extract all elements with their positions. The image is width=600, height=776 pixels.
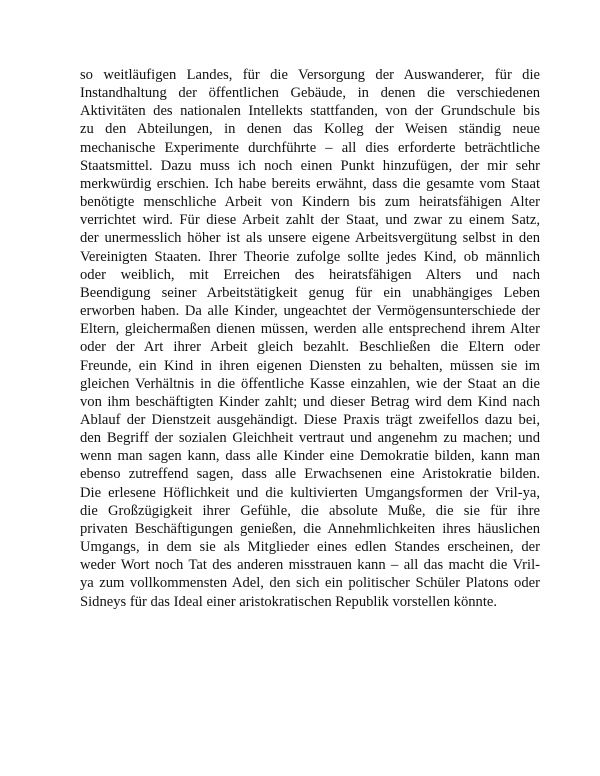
- body-paragraph: [80, 66, 540, 611]
- text-line: oder der Art ihrer Arbeit gleich bezahlt. Beschließen die Eltern oder: [80, 339, 540, 356]
- text-line: Staatsmittel. Dazu muss ich noch einen Punkt hinzufügen, der mir sehr: [80, 157, 540, 174]
- text-line: weder Wort noch Tat des anderen misstrauen kann – all das macht die Vril-: [80, 557, 540, 574]
- text-line: privaten Beschäftigungen genießen, die Annehmlichkeiten ihres häuslichen: [80, 520, 540, 537]
- text-line: Vereinigten Staaten. Ihrer Theorie zufolge sollte jedes Kind, ob männlich: [80, 248, 540, 265]
- text-line: ya zum vollkommensten Adel, den sich ein politischer Schüler Platons oder: [80, 575, 540, 592]
- text-line: mechanische Experimente durchführte – all dies erforderte beträchtliche: [80, 139, 540, 156]
- text-line: verrichtet wird. Für diese Arbeit zahlt der Staat, und zwar zu einem Satz,: [80, 212, 540, 229]
- text-line: oder weiblich, mit Erreichen des heiratsfähigen Alters und nach: [80, 266, 540, 283]
- text-line: so weitläufigen Landes, für die Versorgung der Auswanderer, für die: [80, 67, 540, 83]
- text-line: Umgangs, in dem sie als Mitglieder eines edlen Standes erscheinen, der: [80, 539, 540, 556]
- text-line: erworben haben. Da alle Kinder, ungeachtet der Vermögensunterschiede der: [80, 303, 540, 320]
- text-line: merkwürdig erschien. Ich habe bereits erwähnt, dass die gesamte vom Staat: [80, 175, 540, 192]
- text-line: den Begriff der sozialen Gleichheit vertraut und angenehm zu machen; und: [80, 430, 540, 447]
- text-line: Die erlesene Höflichkeit und die kultivierten Umgangsformen der Vril-ya,: [80, 484, 540, 501]
- text-line: ebenso zutreffend sagen, dass alle Erwachsenen eine Aristokratie bilden.: [80, 466, 540, 483]
- text-line: benötigte menschliche Arbeit von Kindern bis zum heiratsfähigen Alter: [80, 194, 540, 211]
- text-line: die Großzügigkeit ihrer Gefühle, die absolute Muße, die sie für ihre: [80, 502, 540, 519]
- text-line: wenn man sagen kann, dass alle Kinder eine Demokratie bilden, kann man: [80, 448, 540, 465]
- text-line: Instandhaltung der öffentlichen Gebäude, in denen die verschiedenen: [80, 85, 540, 102]
- text-line: Sidneys für das Ideal einer aristokratischen Republik vorstellen könnte.: [80, 593, 498, 610]
- text-line: Beendigung seiner Arbeitstätigkeit genug für ein unabhängiges Leben: [80, 284, 540, 301]
- text-line: Freunde, ein Kind in ihren eigenen Diensten zu behalten, müssen sie im: [80, 357, 540, 374]
- text-line: gleichen Verhältnis in die öffentliche Kasse einzahlen, wie der Staat an die: [80, 375, 540, 392]
- text-line: Aktivitäten des nationalen Intellekts stattfanden, von der Grundschule bis: [80, 103, 540, 120]
- text-line: zu den Abteilungen, in denen das Kolleg der Weisen ständig neue: [80, 121, 540, 138]
- text-line: Eltern, gleichermaßen dienen müssen, werden alle entsprechend ihrem Alter: [80, 321, 540, 338]
- text-line: der unermesslich höher ist als unsere eigene Arbeitsvergütung selbst in den: [80, 230, 540, 247]
- text-line: Ablauf der Dienstzeit ausgehändigt. Diese Praxis trägt zweifellos dazu bei,: [80, 411, 540, 428]
- text-line: von ihm beschäftigten Kinder zahlt; und dieser Betrag wird dem Kind nach: [80, 393, 540, 410]
